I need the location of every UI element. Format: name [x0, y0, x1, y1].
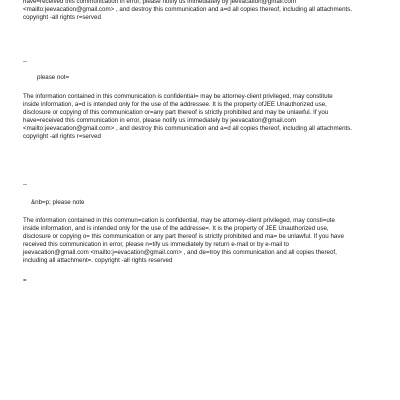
- trailing-mark: =: [23, 277, 27, 284]
- disclaimer-paragraph: The information contained in this communication is confidential= may be attorney-client privileged, may constitute inside information, a=d is intended only for the use of the addressee. It is the property ofJEE Unauthorized use, disclosure or copying of this communication or=any part thereof is strictly prohibited and may be unlawful. If you have=received this communication in error, please notify us immediately by jeevacation@gmail.com <mailto:jeevacation@gmail.com> , and destroy this communication and a=d all copies thereof, including all attachments. copyright -all rights r=served: [23, 93, 353, 141]
- signature-separator: --: [23, 58, 28, 65]
- disclaimer-fragment-top: have=received this communication in error, please notify us immediately by jeevacation@gmail.com <mailto:jeevacation@gmail.com> , and destroy this communication and a=d all copies thereof, including all attachments. copyright -all rights r=served: [23, 0, 353, 22]
- salutation-line: &nb=p; please note: [31, 199, 85, 206]
- signature-separator: --: [23, 181, 28, 188]
- disclaimer-paragraph: The information contained in this commun=cation is confidential, may be attorney-client privileged, may consti=ute inside information, and is intended only for the use of the addresse=. It is the property of JEE Unauthorized use, disclosure or copying o= this communication or any part thereof is strictly prohibited and ma= be unlawful. If you have received this communication in error, please n=tify us immediately by return e-mail or by e-mail to jeevacation@gmail.com <mailto:j=evacation@gmail.com> , and de=troy this communication and all copies thereof, including all attachment=. copyright -all rights reserved: [23, 217, 344, 265]
- salutation-line: please not=: [37, 74, 70, 81]
